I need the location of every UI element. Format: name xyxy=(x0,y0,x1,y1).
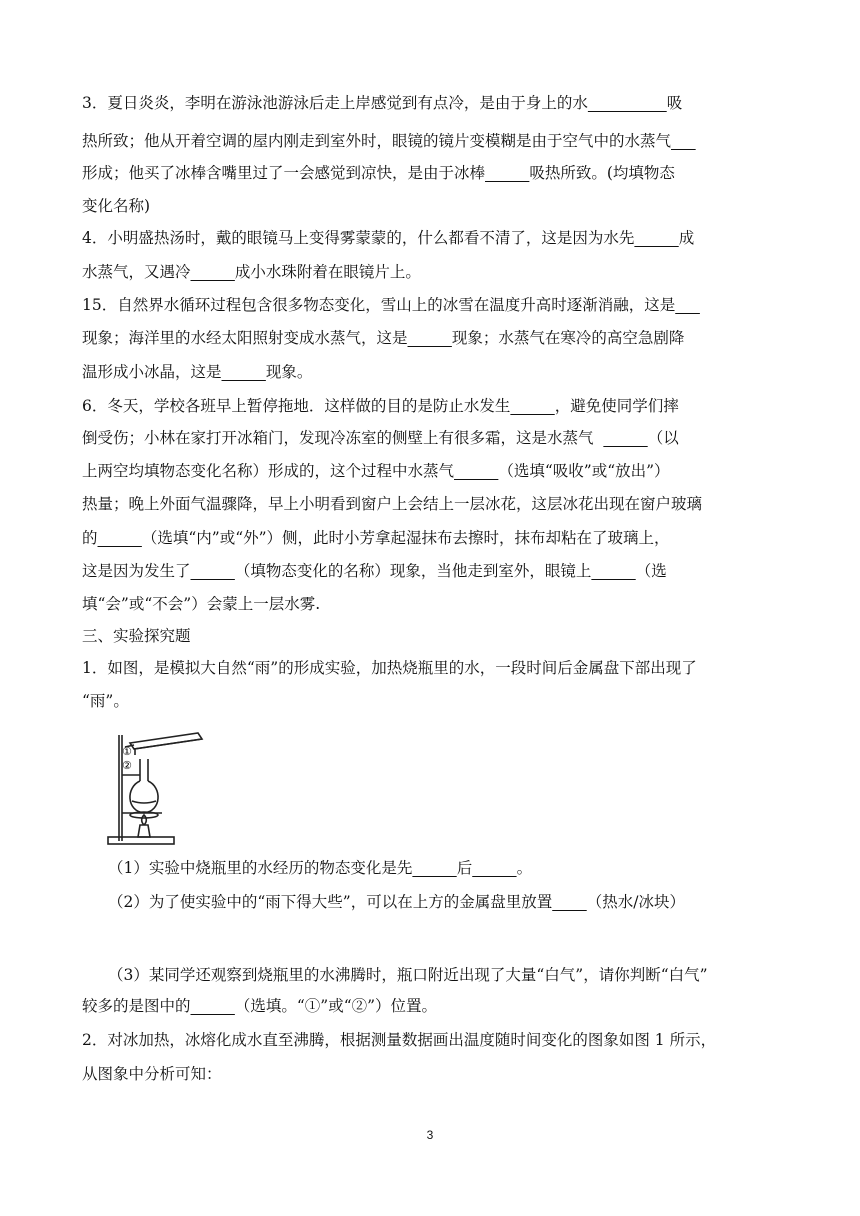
q15-line-1 xyxy=(82,295,700,315)
q3-line-2 xyxy=(82,131,696,151)
q4-line-2 xyxy=(82,262,421,282)
text: （1）实验中烧瓶里的水经历的物态变化是先 xyxy=(108,859,413,877)
blank xyxy=(634,229,678,247)
text: 3．夏日炎炎，李明在游泳池游泳后走上岸感觉到有点冷，是由于身上的水 xyxy=(82,94,588,112)
text: ，避免使同学们摔 xyxy=(554,397,679,415)
text: （以 xyxy=(647,429,679,447)
text: （选 xyxy=(635,562,667,580)
text: 热所致；他从开着空调的屋内刚走到室外时，眼镜的镜片变模糊是由于空气中的水蒸气 xyxy=(82,132,672,150)
blank xyxy=(191,562,235,580)
blank xyxy=(588,94,667,112)
q6-line-7: 填“会”或“不会”）会蒙上一层水雾. xyxy=(82,595,321,613)
blank xyxy=(454,462,498,480)
exp2-line-2: 从图象中分析可知： xyxy=(82,1065,222,1083)
text: 4．小明盛热汤时，戴的眼镜马上变得雾蒙蒙的，什么都看不清了，这是因为水先 xyxy=(82,229,635,247)
text: 现象；海洋里的水经太阳照射变成水蒸气，这是 xyxy=(82,329,408,347)
blank xyxy=(671,132,696,150)
q3-line-3 xyxy=(82,163,675,183)
exp1-sub-1 xyxy=(108,858,532,878)
text: （选填“内”或“外”）侧，此时小芳拿起湿抹布去擦时，抹布却粘在了玻璃上， xyxy=(141,529,670,547)
stand-base xyxy=(108,837,174,844)
text: 。 xyxy=(516,859,533,877)
text: （选填。“①”或“②”）位置。 xyxy=(234,997,438,1015)
experiment-apparatus-figure xyxy=(104,725,214,847)
text: （填物态变化的名称）现象，当他走到室外，眼镜上 xyxy=(234,562,592,580)
text: （选填“吸收”或“放出”） xyxy=(498,462,670,480)
blank xyxy=(408,329,452,347)
blank xyxy=(222,363,266,381)
flame xyxy=(142,815,147,825)
q15-line-3 xyxy=(82,362,312,382)
text: 15．自然界水循环过程包含很多物态变化，雪山上的冰雪在温度升高时逐渐消融，这是 xyxy=(82,296,676,314)
q6-line-1 xyxy=(82,396,679,416)
text: 现象。 xyxy=(265,363,313,381)
q6-line-5 xyxy=(82,528,670,548)
blank xyxy=(98,529,142,547)
blank xyxy=(603,429,647,447)
text: 吸 xyxy=(666,94,683,112)
alcohol-lamp xyxy=(138,825,150,837)
exp1-sub-3-cont xyxy=(82,996,437,1016)
text: 现象；水蒸气在寒冷的高空急剧降 xyxy=(451,329,685,347)
q4-line-1 xyxy=(82,228,694,248)
blank xyxy=(675,296,700,314)
text: 倒受伤；小林在家打开冰箱门，发现冷冻室的侧壁上有很多霜，这是水蒸气 xyxy=(82,429,604,447)
text: 6．冬天，学校各班早上暂停拖地．这样做的目的是防止水发生 xyxy=(82,397,511,415)
text: 水蒸气，又遇冷 xyxy=(82,263,191,281)
text: 后 xyxy=(456,859,473,877)
blank xyxy=(472,859,516,877)
q15-line-2 xyxy=(82,328,684,348)
text: 形成；他买了冰棒含嘴里过了一会感觉到凉快，是由于冰棒 xyxy=(82,164,486,182)
text: 吸热所致。(均填物态 xyxy=(529,164,675,182)
text: 这是因为发生了 xyxy=(82,562,191,580)
text: 温形成小冰晶，这是 xyxy=(82,363,222,381)
blank xyxy=(191,263,235,281)
q6-line-2 xyxy=(82,428,679,448)
text: （热水/冰块） xyxy=(586,893,685,911)
exp1-sub-3: （3）某同学还观察到烧瓶里的水沸腾时，瓶口附近出现了大量“白气”，请你判断“白气” xyxy=(108,966,708,984)
blank xyxy=(510,397,554,415)
label-1: ① xyxy=(122,745,132,758)
section-title: 三、实验探究题 xyxy=(82,627,191,645)
blank xyxy=(552,893,587,911)
text: （2）为了使实验中的“雨下得大些”，可以在上方的金属盘里放置 xyxy=(108,893,553,911)
q6-line-6 xyxy=(82,561,667,581)
label-2: ② xyxy=(122,759,132,772)
page-number: 3 xyxy=(426,1128,434,1142)
blank xyxy=(412,859,456,877)
blank xyxy=(591,562,635,580)
exp2-line-1: 2．对冰加热，冰熔化成水直至沸腾，根据测量数据画出温度随时间变化的图象如图 1 所示， xyxy=(82,1031,717,1049)
q6-line-4: 热量；晚上外面气温骤降，早上小明看到窗户上会结上一层冰花，这层冰花出现在窗户玻璃 xyxy=(82,495,703,513)
q6-line-3 xyxy=(82,461,670,481)
text: 上两空均填物态变化名称）形成的，这个过程中水蒸气 xyxy=(82,462,455,480)
exp1-line-1: 1．如图，是模拟大自然“雨”的形成实验，加热烧瓶里的水，一段时间后金属盘下部出现了 xyxy=(82,659,697,677)
blank xyxy=(191,997,235,1015)
text: 的 xyxy=(82,529,98,547)
exp1-line-2: “雨”。 xyxy=(82,692,129,710)
text: 较多的是图中的 xyxy=(82,997,191,1015)
q3-line-4: 变化名称) xyxy=(82,197,151,215)
flask-body xyxy=(130,781,158,813)
water-level xyxy=(132,801,156,803)
blank xyxy=(485,164,529,182)
text: 成 xyxy=(678,229,695,247)
q3-line-1 xyxy=(82,93,682,113)
text: 成小水珠附着在眼镜片上。 xyxy=(234,263,421,281)
exp1-sub-2 xyxy=(108,892,685,912)
